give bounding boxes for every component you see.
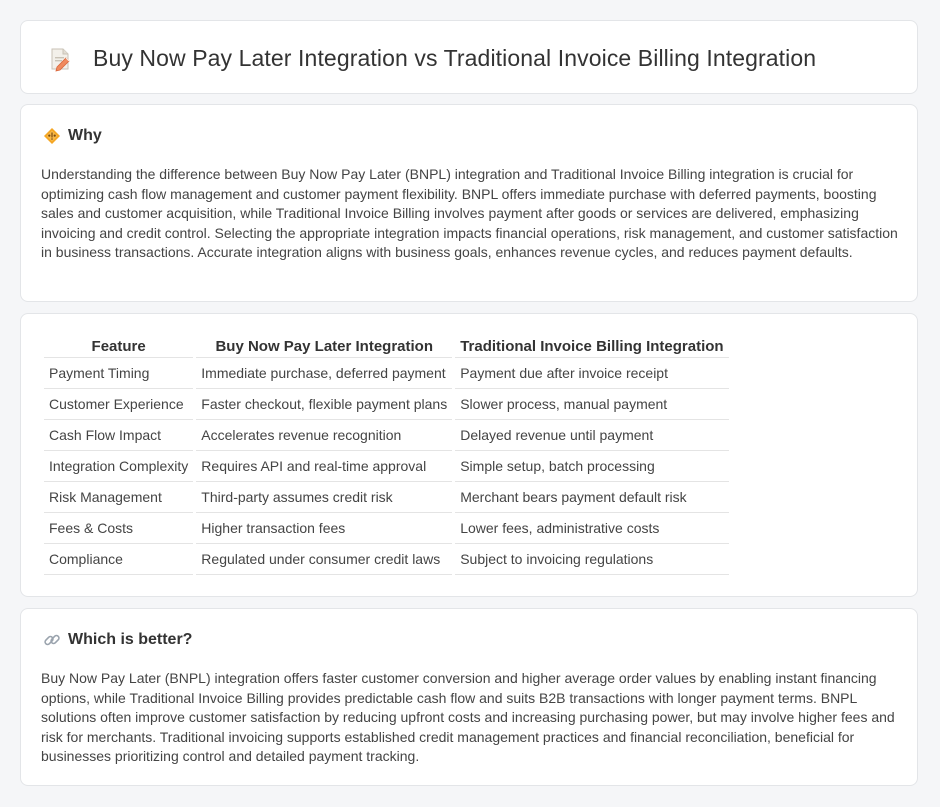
why-heading bbox=[43, 127, 102, 145]
table-cell: Requires API and real-time approval bbox=[196, 451, 452, 482]
table-cell: Cash Flow Impact bbox=[44, 420, 193, 451]
document-pencil-icon bbox=[47, 46, 73, 72]
table-cell: Compliance bbox=[44, 544, 193, 575]
comparison-card bbox=[20, 313, 918, 597]
table-cell: Integration Complexity bbox=[44, 451, 193, 482]
table-cell: Payment Timing bbox=[44, 358, 193, 389]
table-cell: Subject to invoicing regulations bbox=[455, 544, 728, 575]
table-cell: Fees & Costs bbox=[44, 513, 193, 544]
table-row bbox=[44, 544, 729, 575]
better-title: Which is better? bbox=[68, 631, 193, 648]
table-row bbox=[44, 513, 729, 544]
diamond-warning-icon bbox=[43, 127, 61, 145]
better-card bbox=[20, 608, 918, 786]
table-row bbox=[44, 358, 729, 389]
page-title: Buy Now Pay Later Integration vs Traditional Invoice Billing Integration bbox=[93, 45, 817, 71]
table-cell: Payment due after invoice receipt bbox=[455, 358, 728, 389]
better-text: Buy Now Pay Later (BNPL) integration offers faster customer conversion and higher average order values by enabling instant financing options, while Traditional Invoice Billing provides predictable cash flow and suits B2B transactions with longer payment terms. BNPL solutions often improve customer satisfaction by reducing upfront costs and increasing purchasing power, but may involve higher fees and risk for merchants. Traditional invoicing supports established credit management practices and financial reconciliation, beneficial for businesses prioritizing control and detailed payment tracking. bbox=[41, 670, 895, 764]
better-heading bbox=[43, 631, 192, 649]
table-row bbox=[44, 389, 729, 420]
table-cell: Slower process, manual payment bbox=[455, 389, 728, 420]
table-cell: Simple setup, batch processing bbox=[455, 451, 728, 482]
title-row bbox=[47, 45, 816, 72]
why-card bbox=[20, 104, 918, 302]
title-card bbox=[20, 20, 918, 94]
table-cell: Customer Experience bbox=[44, 389, 193, 420]
comparison-table bbox=[41, 334, 732, 575]
column-header-invoice: Traditional Invoice Billing Integration bbox=[455, 334, 728, 358]
table-cell: Accelerates revenue recognition bbox=[196, 420, 452, 451]
why-text: Understanding the difference between Buy Now Pay Later (BNPL) integration and Traditional Invoice Billing integration is crucial for optimizing cash flow management and customer payment flexibility. BNPL offers immediate purchase with deferred payments, boosting sales and customer acquisition, while Traditional Invoice Billing involves payment after goods or services are delivered, emphasizing invoicing and credit control. Selecting the appropriate integration impacts financial operations, risk management, and customer satisfaction in business transactions. Accurate integration aligns with business goals, enhances revenue cycles, and reduces payment defaults. bbox=[41, 166, 898, 260]
table-cell: Merchant bears payment default risk bbox=[455, 482, 728, 513]
why-title: Why bbox=[68, 127, 102, 144]
table-cell: Lower fees, administrative costs bbox=[455, 513, 728, 544]
column-header-feature: Feature bbox=[44, 334, 193, 358]
table-row bbox=[44, 420, 729, 451]
column-header-bnpl: Buy Now Pay Later Integration bbox=[196, 334, 452, 358]
table-cell: Third-party assumes credit risk bbox=[196, 482, 452, 513]
table-cell: Risk Management bbox=[44, 482, 193, 513]
table-row bbox=[44, 451, 729, 482]
table-cell: Regulated under consumer credit laws bbox=[196, 544, 452, 575]
table-header-row bbox=[44, 334, 729, 358]
table-row bbox=[44, 482, 729, 513]
table-cell: Higher transaction fees bbox=[196, 513, 452, 544]
table-cell: Immediate purchase, deferred payment bbox=[196, 358, 452, 389]
table-cell: Delayed revenue until payment bbox=[455, 420, 728, 451]
link-icon bbox=[43, 631, 61, 649]
table-cell: Faster checkout, flexible payment plans bbox=[196, 389, 452, 420]
